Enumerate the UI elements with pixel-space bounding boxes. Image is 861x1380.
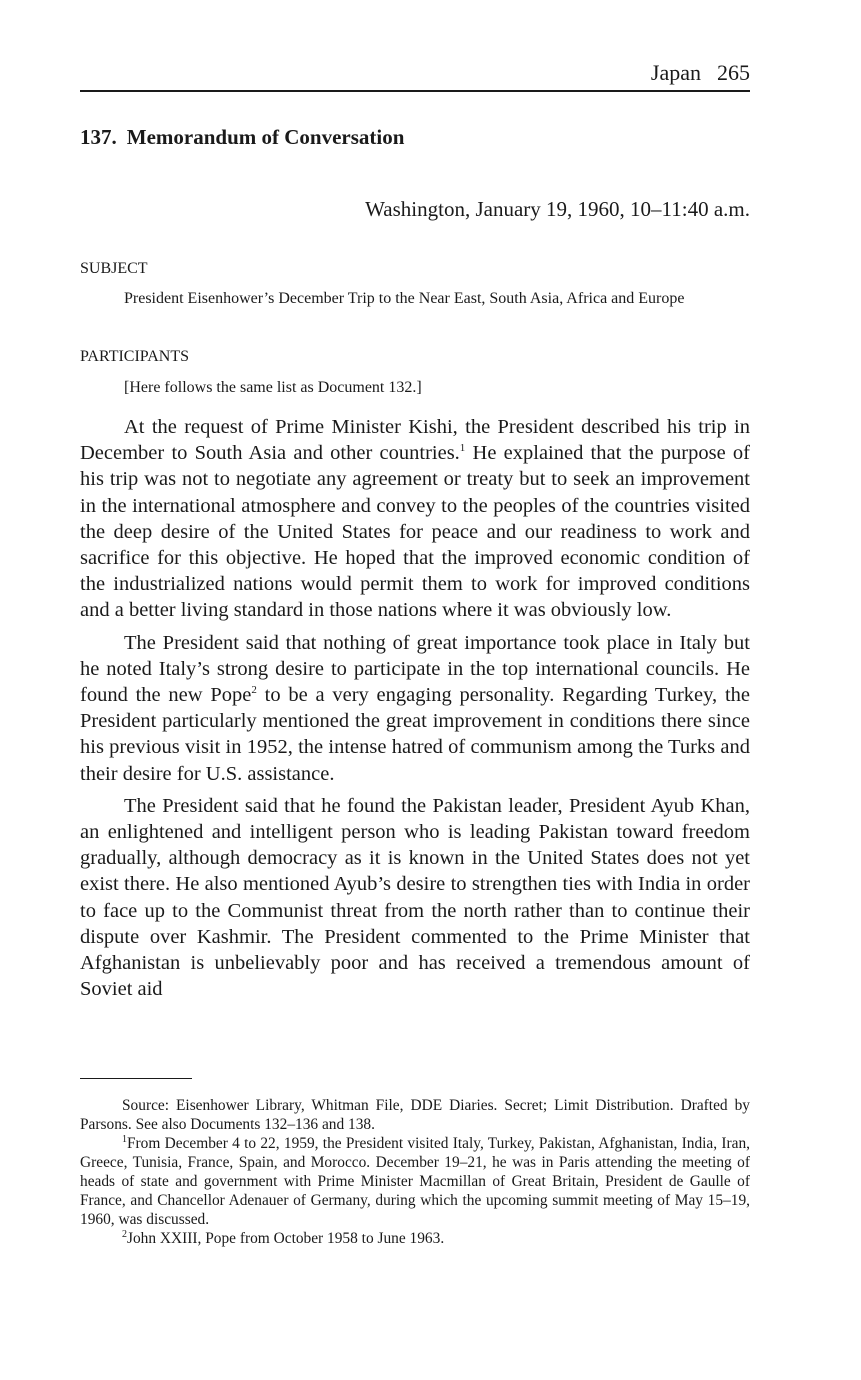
paragraph-1-part-a: At the request of Prime Minister Kishi, the President described his trip in December to South Asia and other countries. [80,416,750,465]
footnote-ref-2: 2 [251,684,257,697]
footnote-2-marker: 2 [122,1229,127,1240]
document-title-text: Memorandum of Conversation [126,125,405,149]
footnote-divider [80,1078,192,1079]
document-title [80,122,404,152]
footnote-1-text: From December 4 to 22, 1959, the President visited Italy, Turkey, Pakistan, Afghanistan, India, Iran, Greece, Tunisia, France, Spain, and Morocco. December 19–21, he was in Paris attending the meeting of heads of state and government with Prime Minister Macmillan of Great Britain, President de Gaulle of France, and Chancellor Adenauer of Germany, during which the upcoming summit meeting of May 15–19, 1960, was discussed. [80,1135,750,1228]
paragraph-2-part-b: to be a very engaging personality. Regarding Turkey, the President particularly mentioned the great improvement in conditions there since his previous visit in 1952, the intense hatred of communism among the Turks and their desire for U.S. assistance. [80,684,751,785]
participants-label: PARTICIPANTS [80,348,190,365]
footnote-1-marker: 1 [122,1134,127,1145]
paragraph-2-part-a: The President said that nothing of great importance took place in Italy but he noted Italy’s strong desire to participate in the top international councils. He found the new Pope [80,631,750,707]
footnotes [80,1096,750,1248]
running-title: Japan [650,60,701,85]
participants-text: [Here follows the same list as Document 132.] [124,379,422,396]
body-text [80,414,750,1008]
footnote-2 [80,1229,750,1248]
paragraph-2 [80,630,750,787]
paragraph-1 [80,414,750,624]
paragraph-3: The President said that he found the Pakistan leader, President Ayub Khan, an enlightened and intelligent person who is leading Pakistan toward freedom gradually, although democracy as it is known in the United States does not yet exist there. He also mentioned Ayub’s desire to strengthen ties with India in order to face up to the Communist threat from the north rather than to continue their dispute over Kashmir. The President commented to the Prime Minister that Afghanistan is unbelievably poor and has received a tremendous amount of Soviet aid [80,794,750,1001]
footnote-2-text: John XXIII, Pope from October 1958 to June 1963. [127,1230,445,1247]
subject-label: SUBJECT [80,260,148,277]
page-number: 265 [717,60,750,85]
running-header [80,56,750,92]
document-number: 137. [80,125,117,149]
source-note: Source: Eisenhower Library, Whitman File, DDE Diaries. Secret; Limit Distribution. Drafted by Parsons. See also Documents 132–136 and 138. [80,1097,750,1133]
subject-text: President Eisenhower’s December Trip to the Near East, South Asia, Africa and Europe [124,290,685,307]
paragraph-1-part-b: He explained that the purpose of his trip was not to negotiate any agreement or treaty but to seek an improvement in the international atmosphere and convey to the peoples of the countries visited the deep desire of the United States for peace and our readiness to work and sacrifice for this objective. He hoped that the improved economic condition of the industrialized nations would permit them to work for improved conditions and a better living standard in those nations where it was obviously low. [80,442,750,622]
dateline: Washington, January 19, 1960, 10–11:40 a.m. [365,197,750,221]
footnote-1 [80,1134,750,1229]
footnote-ref-1: 1 [459,442,466,455]
